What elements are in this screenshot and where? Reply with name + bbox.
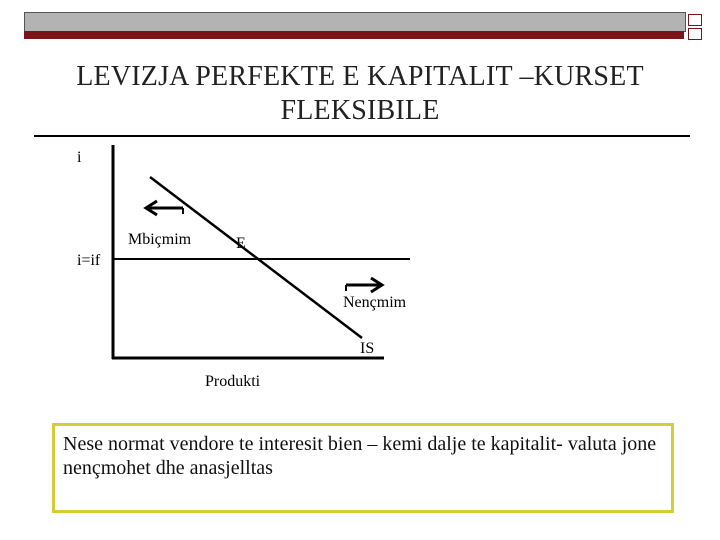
is-curve <box>150 177 362 338</box>
slide-title: LEVIZJA PERFEKTE E KAPITALIT –KURSET FLEKSIBILE <box>76 61 644 126</box>
left-arrow-icon <box>146 201 183 215</box>
x-axis-label: Produkti <box>205 373 261 390</box>
right-arrow-icon <box>346 278 382 292</box>
y-axis-label: i <box>77 149 82 166</box>
is-curve-label: IS <box>360 340 375 357</box>
note-text: Nese normat vendore te interesit bien – kemi dalje te kapitalit- valuta jone nençmohet dhe anasjelltas <box>63 433 657 479</box>
equilibrium-label: E <box>236 235 246 252</box>
note-box <box>52 423 674 513</box>
overvaluation-label: Mbiçmim <box>128 231 192 248</box>
foreign-rate-label: i=if <box>77 252 101 269</box>
undervaluation-label: Nençmim <box>343 294 407 311</box>
